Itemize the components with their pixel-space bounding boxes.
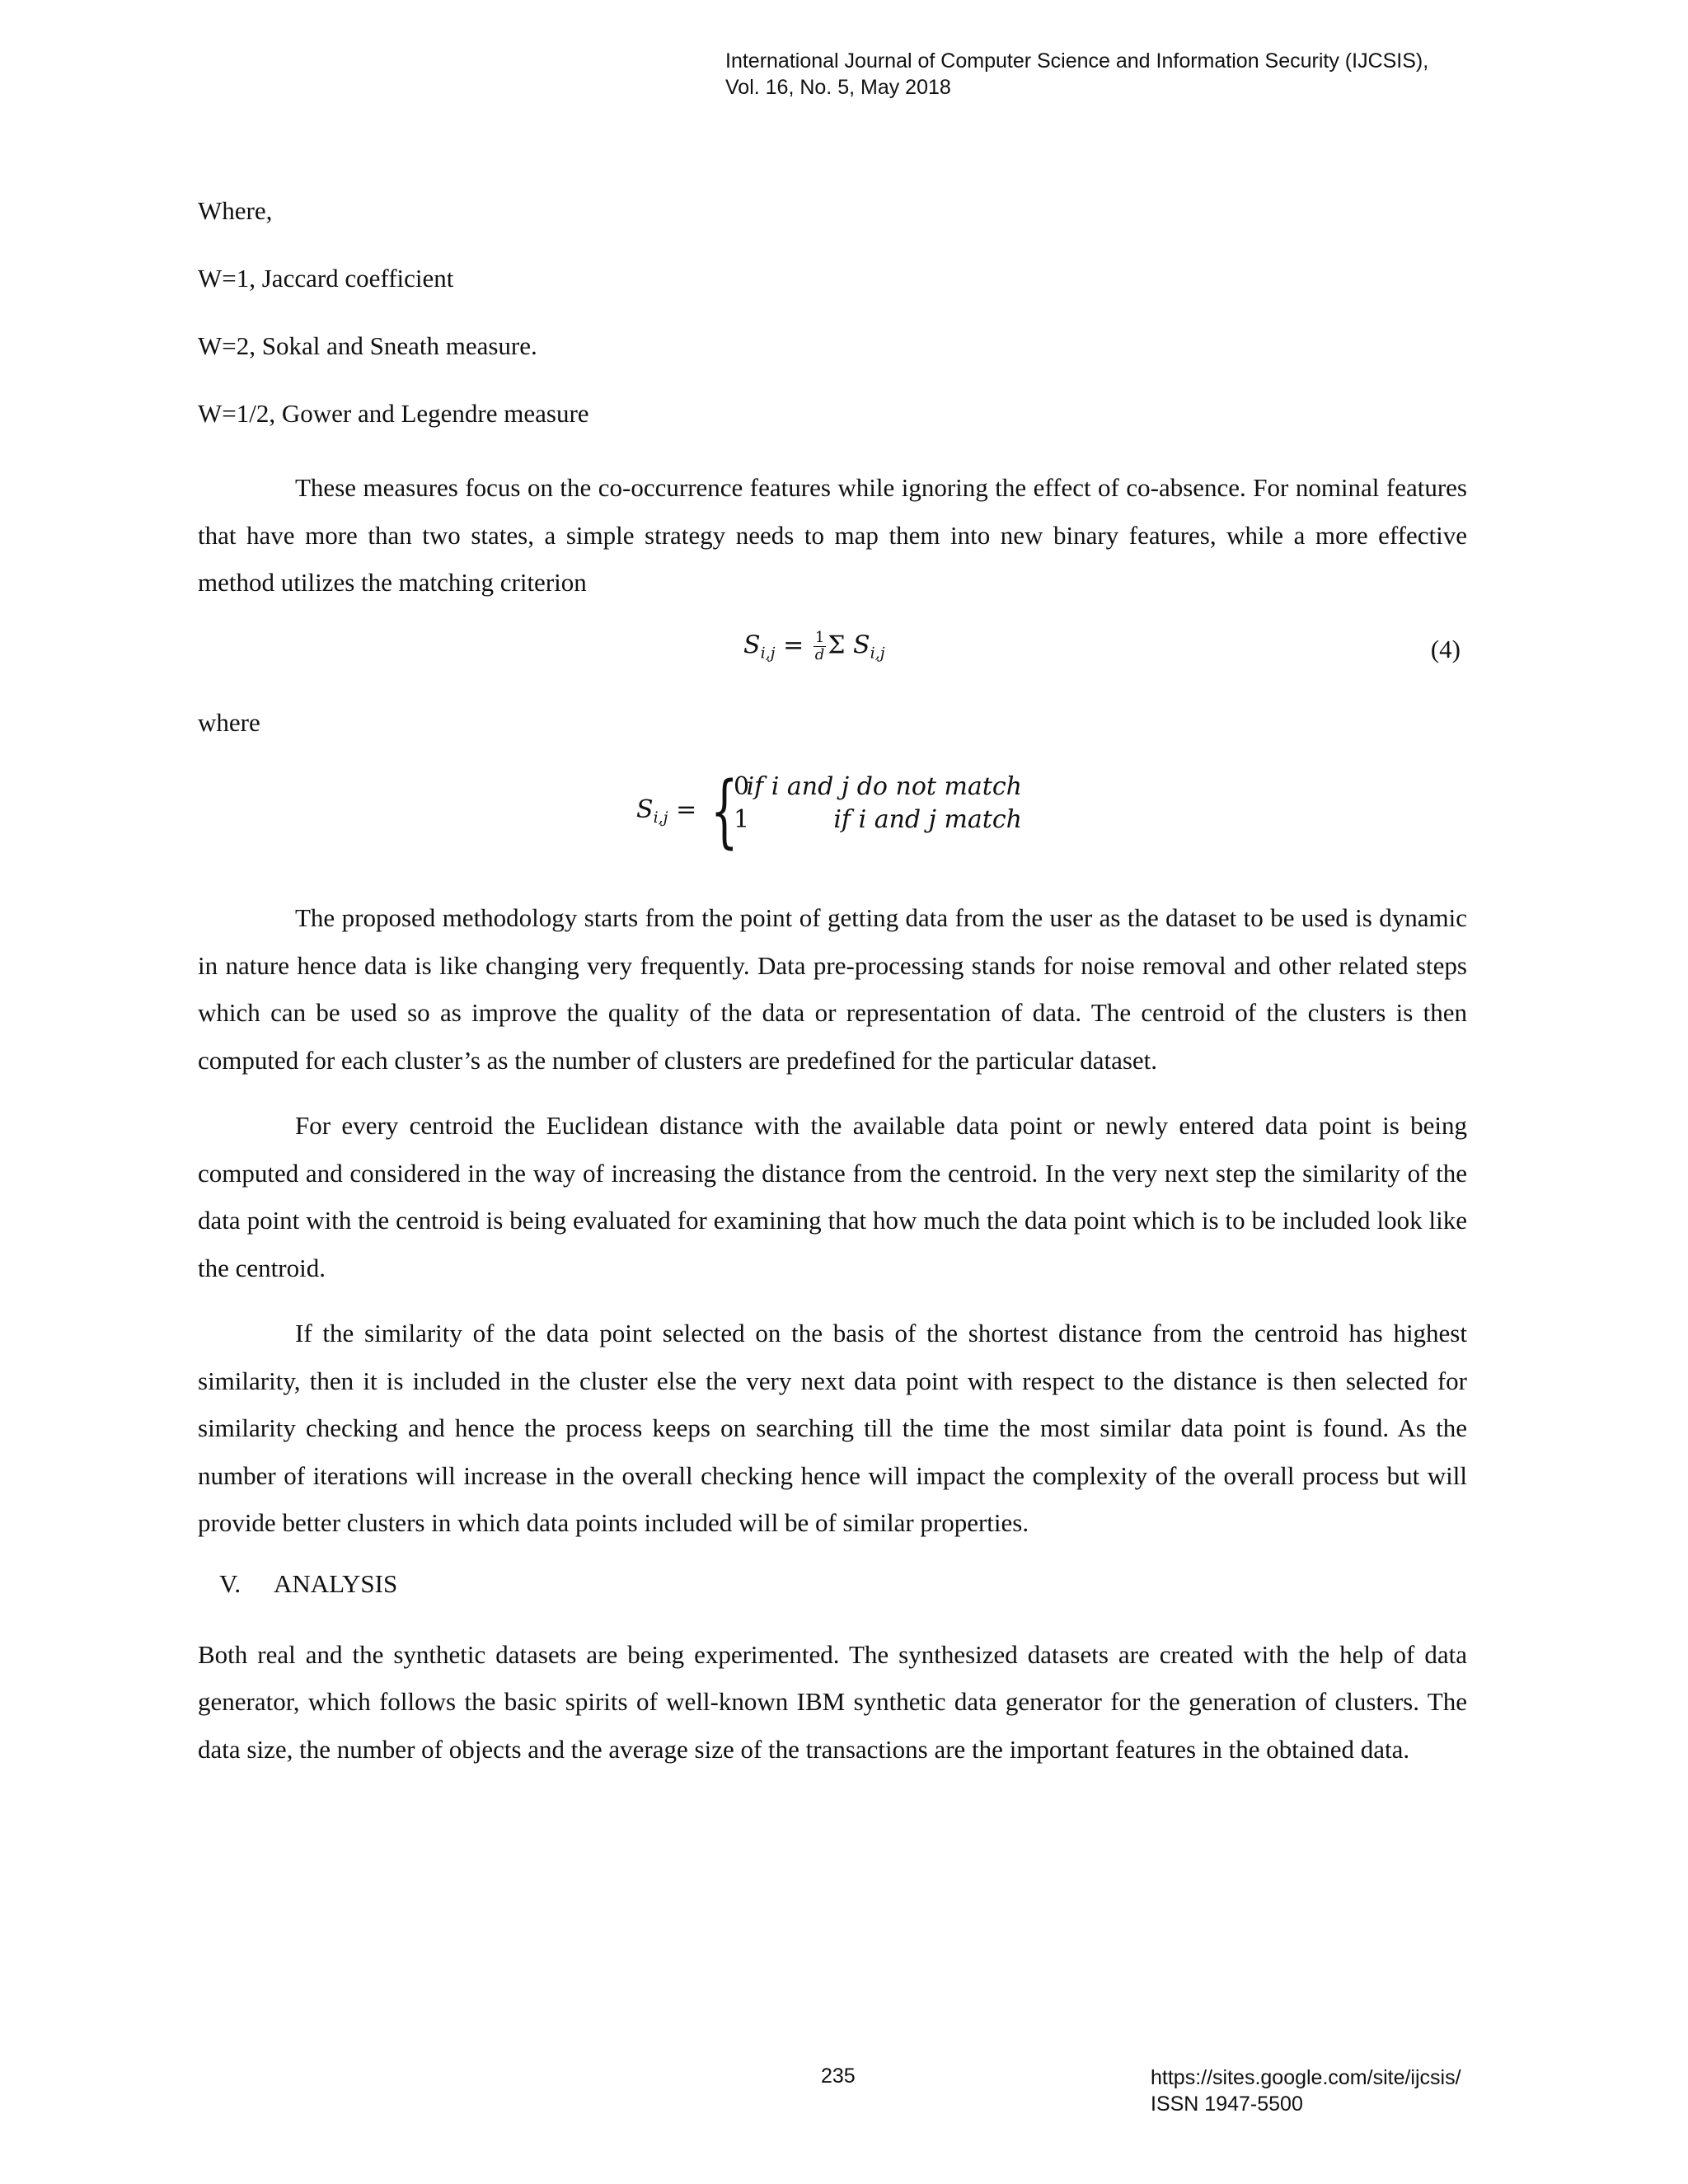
journal-header [725,48,1428,101]
equation-piecewise [198,765,1467,861]
footer-info [1151,2064,1461,2117]
equation-4 [198,625,1467,691]
where-label-2: where [198,707,260,737]
page-number: 235 [821,2064,856,2088]
weight-definition-sokal: W=2, Sokal and Sneath measure. [198,331,537,360]
left-brace: { [710,765,738,857]
piecewise-lhs: $S_{i,j}$ = [636,795,697,827]
footer-issn: ISSN 1947-5500 [1151,2093,1303,2116]
weight-definition-jaccard: W=1, Jaccard coefficient [198,264,454,293]
section-heading [198,1563,1467,1605]
paragraph-analysis: Both real and the synthetic datasets are being experimented. The synthesized datasets are created with the help of data generator, which follows the basic spirits of well-known IBM synthetic data generator for the generation of clusters. The data size, the number of objects and the average size of the transactions are the important features in the obtained data. [198,1639,1467,1764]
section-number: V. [219,1568,241,1598]
case-1-value: 0 [734,772,750,801]
page-content [198,194,1467,1773]
paragraph-co-occurrence: These measures focus on the co-occurrence features while ignoring the effect of co-absence. For nominal features that have more than two states, a simple strategy needs to map them into new binary features, while a more effective method utilizes the matching criterion [198,473,1467,597]
case-2-value: 1 [734,805,750,834]
case-1-condition: if i and j do not match [746,772,1022,801]
footer-url: https://sites.google.com/site/ijcsis/ [1151,2066,1461,2089]
where-label: Where, [198,196,273,225]
case-2-condition: if i and j match [833,805,1022,834]
journal-title: International Journal of Computer Science and Information Security (IJCSIS), [725,49,1429,73]
equation-4-expression: $S_{i,j}$ = $\frac{1}{d}$ Σ $S_{i,j}$ [743,628,885,663]
fraction: $\frac{1}{d}$ [814,628,825,663]
journal-volume: Vol. 16, No. 5, May 2018 [725,76,951,99]
paragraph-similarity: If the similarity of the data point selected on the basis of the shortest distance from the centroid has highest similarity, then it is included in the cluster else the very next data point with respect to the distance is then selected for similarity checking and hence the process keeps on searching till the time the most similar data point is found. As the number of iterations will increase in the overall checking hence will impact the complexity of the overall process but will provide better clusters in which data points included will be of similar properties. [198,1319,1467,1537]
paragraph-methodology: The proposed methodology starts from the point of getting data from the user as the dataset to be used is dynamic in nature hence data is like changing very frequently. Data pre-processing stands for noise removal and other related steps which can be used so as improve the quality of the data or representation of data. The centroid of the clusters is then computed for each cluster’s as the number of clusters are predefined for the particular dataset. [198,903,1467,1075]
weight-definition-gower: W=1/2, Gower and Legendre measure [198,399,589,428]
equation-number: (4) [1430,634,1461,663]
section-title: ANALYSIS [274,1568,398,1598]
paragraph-euclidean: For every centroid the Euclidean distance with the available data point or newly entered data point is being computed and considered in the way of increasing the distance from the centroid. In the very next step the similarity of the data point with the centroid is being evaluated for examining that how much the data point which is to be included look like the centroid. [198,1111,1467,1282]
